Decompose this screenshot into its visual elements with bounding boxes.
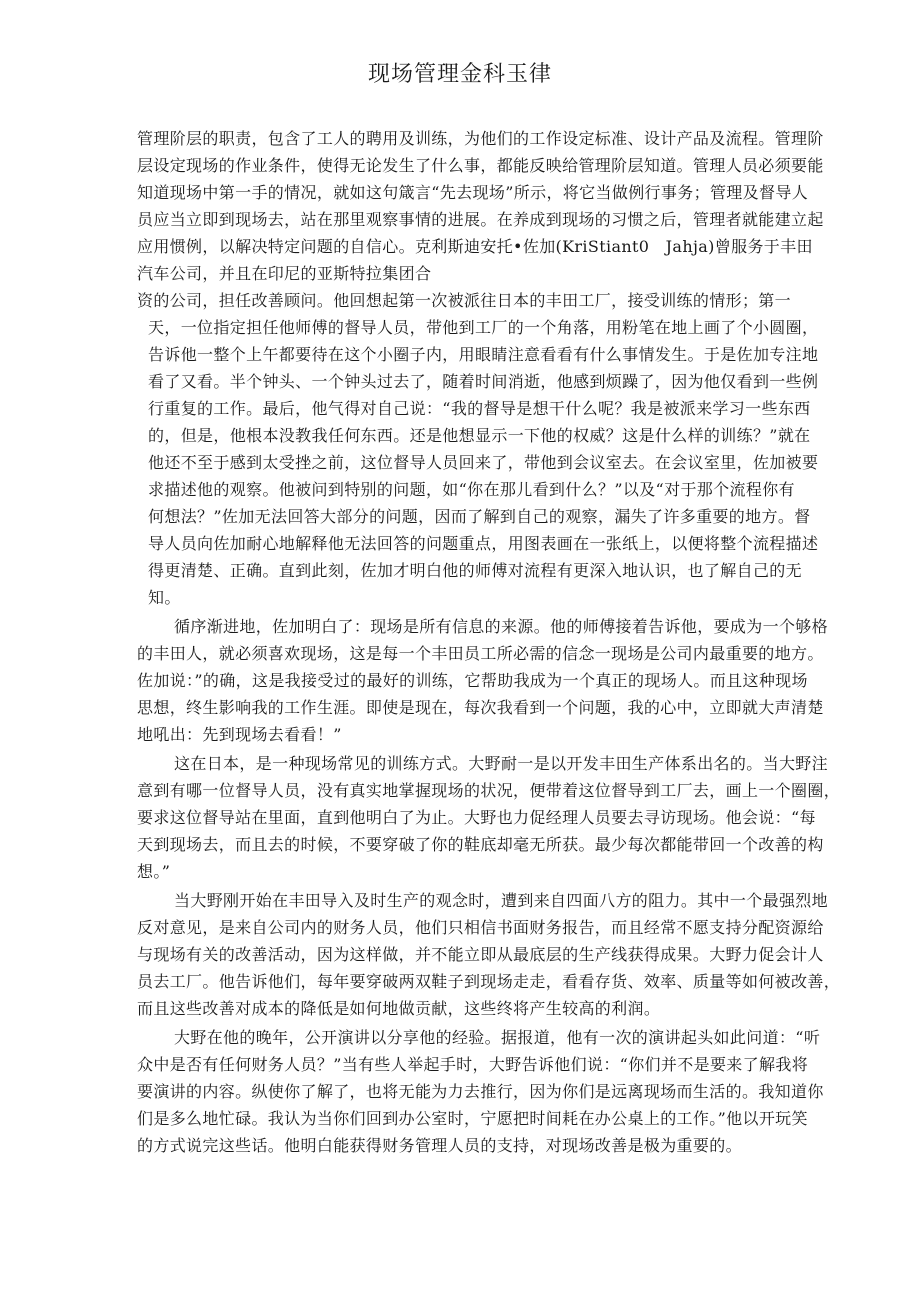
text-line: 何想法？”佐加无法回答大部分的问题，因而了解到自己的观察，漏失了许多重要的地方。督	[148, 507, 811, 526]
text-line: 得更清楚、正确。直到此刻，佐加才明白他的师傅对流程有更深入地认识，也了解自己的无	[148, 561, 803, 580]
text-line: 意到有哪一位督导人员，没有真实地掌握现场的状况，便带着这位督导到工厂去，画上一个圈圈，	[137, 781, 841, 800]
text-line: 汽车公司，并且在印尼的亚斯特拉集团合	[137, 264, 432, 283]
text-line: 们是多么地忙碌。我认为当你们回到办公室时，宁愿把时间耗在办公桌上的工作。”他以开玩笑	[137, 1109, 808, 1128]
text-line: 告诉他一整个上午都要待在这个小圈子内，用眼睛注意看看有什么事情发生。于是佐加专注地	[148, 345, 819, 364]
text-line: 要求这位督导站在里面，直到他明白了为止。大野也力促经理人员要去寻访现场。他会说：“每	[137, 808, 816, 827]
text-line: 想。”	[137, 862, 171, 881]
text-line: 大野在他的晚年，公开演讲以分享他的经验。据报道，他有一次的演讲起头如此问道：“听	[174, 1028, 821, 1047]
text-line: 佐加说：”的确，这是我接受过的最好的训练，它帮助我成为一个真正的现场人。而且这种现场	[137, 671, 808, 690]
text-line: 求描述他的观察。他被问到特别的问题，如“你在那儿看到什么？”以及“对于那个流程你有	[148, 480, 795, 499]
text-line: 员去工厂。他告诉他们，每年要穿破两双鞋子到现场走走，看看存货、效率、质量等如何被改善，	[137, 972, 841, 991]
text-line: 他还不至于感到太受挫之前，这位督导人员回来了，带他到会议室去。在会议室里，佐加被要	[148, 453, 819, 472]
text-line: 的，但是，他根本没教我任何东西。还是他想显示一下他的权威？这是什么样的训练？”就在	[148, 426, 811, 445]
text-line: 知。	[148, 588, 181, 607]
text-line: 反对意见，是来自公司内的财务人员，他们只相信书面财务报告，而且经常不愿支持分配资源给	[137, 918, 824, 937]
text-line: 要演讲的内容。纵使你了解了，也将无能为力去推行，因为你们是远离现场而生活的。我知道你	[137, 1082, 824, 1101]
text-line: 看了又看。半个钟头、一个钟头过去了，随着时间消逝，他感到烦躁了，因为他仅看到一些例	[148, 372, 819, 391]
text-line: 思想，终生影响我的工作生涯。即使是现在，每次我看到一个问题，我的心中，立即就大声清楚	[137, 698, 824, 717]
text-line: 这在日本，是一种现场常见的训练方式。大野耐一是以开发丰田生产体系出名的。当大野注	[174, 754, 829, 773]
text-line: 应用惯例，以解决特定问题的自信心。克利斯迪安托•佐加(KriStiant0 Jahja)曾服务于丰田	[137, 237, 813, 256]
text-line: 天，一位指定担任他师傅的督导人员，带他到工厂的一个角落，用粉笔在地上画了个小圆圈，	[148, 318, 819, 337]
text-line: 而且这些改善对成本的降低是如何地做贡献，这些终将产生较高的利润。	[137, 999, 661, 1018]
text-line: 管理阶层的职责，包含了工人的聘用及训练，为他们的工作设定标准、设计产品及流程。管理阶	[137, 129, 824, 148]
text-line: 导人员向佐加耐心地解释他无法回答的问题重点，用图表画在一张纸上，以便将整个流程描述	[148, 534, 819, 553]
text-line: 资的公司，担任改善顾问。他回想起第一次被派往日本的丰田工厂，接受训练的情形；第一	[137, 291, 792, 310]
text-line: 当大野刚开始在丰田导入及时生产的观念时，遭到来自四面八方的阻力。其中一个最强烈地	[174, 891, 829, 910]
text-line: 众中是否有任何财务人员？”当有些人举起手时，大野告诉他们说：“你们并不是要来了解我将	[137, 1055, 809, 1074]
text-line: 循序渐进地，佐加明白了：现场是所有信息的来源。他的师傅接着告诉他，要成为一个够格	[174, 617, 829, 636]
text-line: 的丰田人，就必须喜欢现场，这是每一个丰田员工所必需的信念一现场是公司内最重要的地方。	[137, 644, 824, 663]
text-line: 地吼出：先到现场去看看！”	[137, 725, 342, 744]
text-line: 与现场有关的改善活动，因为这样做，并不能立即从最底层的生产线获得成果。大野力促会计人	[137, 945, 824, 964]
page-title: 现场管理金科玉律	[367, 62, 552, 87]
text-line: 行重复的工作。最后，他气得对自己说：“我的督导是想干什么呢？我是被派来学习一些东西	[148, 399, 811, 418]
text-line: 天到现场去，而且去的时候，不要穿破了你的鞋底却毫无所获。最少每次都能带回一个改善的构	[137, 835, 824, 854]
text-line: 层设定现场的作业条件，使得无论发生了什么事，都能反映给管理阶层知道。管理人员必须要能	[137, 156, 824, 175]
text-line: 员应当立即到现场去，站在那里观察事情的进展。在养成到现场的习惯之后，管理者就能建立起	[137, 210, 824, 229]
text-line: 知道现场中第一手的情况，就如这句箴言“先去现场”所示，将它当做例行事务；管理及督导人	[137, 183, 809, 202]
text-line: 的方式说完这些话。他明白能获得财务管理人员的支持，对现场改善是极为重要的。	[137, 1136, 742, 1155]
